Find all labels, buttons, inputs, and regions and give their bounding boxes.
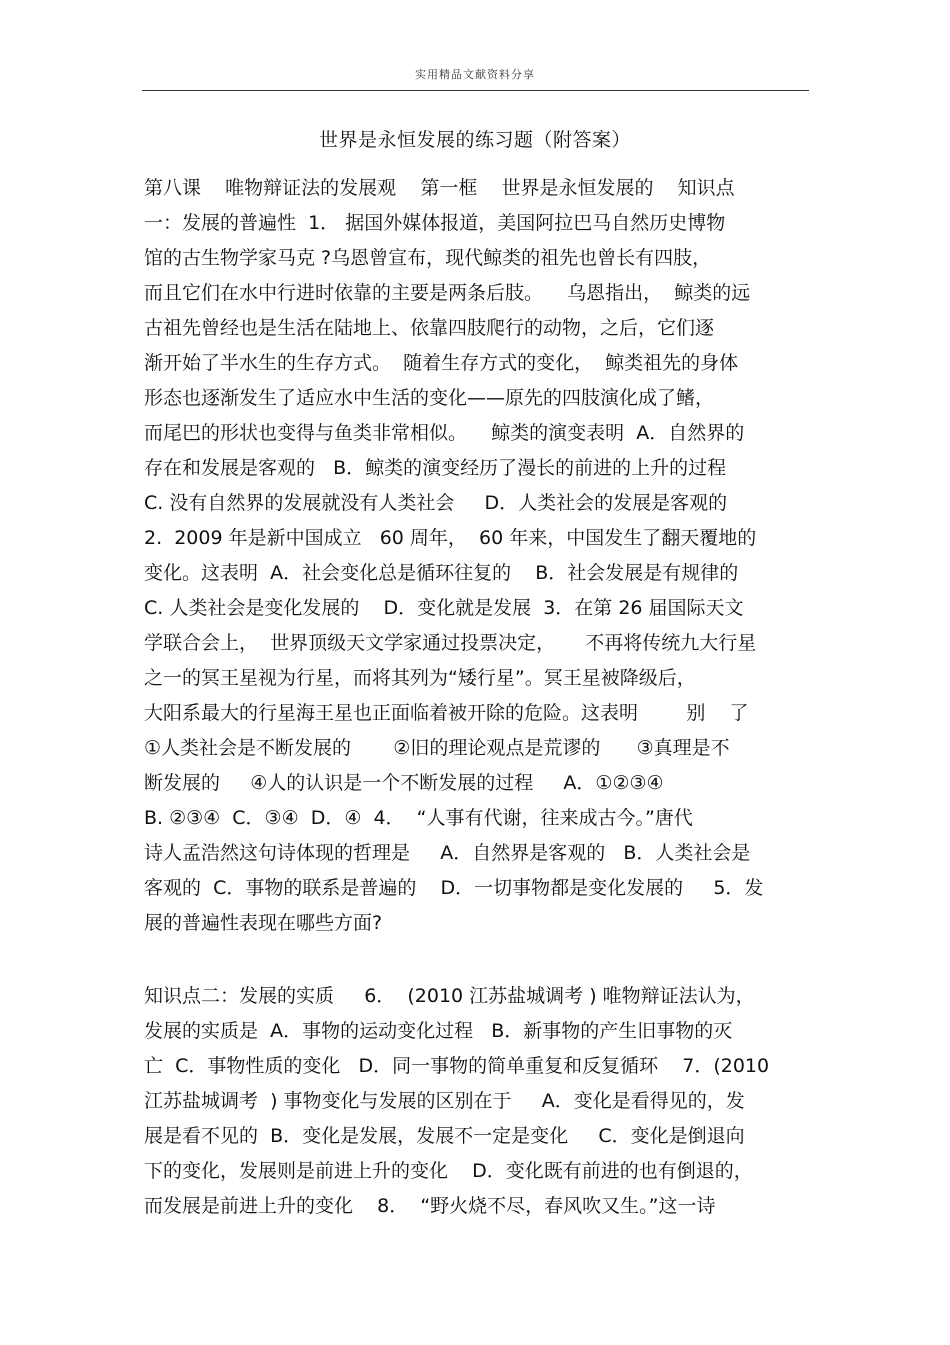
text-line: 发展的实质是 A．事物的运动变化过程 B．新事物的产生旧事物的灭 bbox=[144, 1020, 733, 1042]
text-line: 而发展是前进上升的变化 8． “野火烧不尽，春风吹又生。”这一诗 bbox=[144, 1195, 716, 1217]
text-line: 诗人孟浩然这句诗体现的哲理是 A．自然界是客观的 B．人类社会是 bbox=[144, 842, 751, 864]
text-line: B. ②③④ C．③④ D．④ 4． “人事有代谢，往来成古今。”唐代 bbox=[144, 807, 693, 829]
text-line: 下的变化，发展则是前进上升的变化 D．变化既有前进的也有倒退的， bbox=[144, 1160, 753, 1182]
text-line: 馆的古生物学家马克 ?乌恩曾宣布，现代鲸类的祖先也曾长有四肢， bbox=[144, 247, 712, 269]
header-divider bbox=[142, 90, 809, 91]
text-line: 渐开始了半水生的生存方式。 随着生存方式的变化， 鲸类祖先的身体 bbox=[144, 352, 739, 374]
text-line: 学联合会上， 世界顶级天文学家通过投票决定， 不再将传统九大行星 bbox=[144, 632, 757, 654]
text-line: 江苏盐城调考 ) 事物变化与发展的区别在于 A．变化是看得见的，发 bbox=[144, 1090, 745, 1112]
text-line: 知识点二：发展的实质 6． (2010 江苏盐城调考 ) 唯物辩证法认为， bbox=[144, 985, 755, 1007]
text-line: 之一的冥王星视为行星，而将其列为“矮行星”。冥王星被降级后， bbox=[144, 667, 696, 689]
text-line: 而尾巴的形状也变得与鱼类非常相似。 鲸类的演变表明 A．自然界的 bbox=[144, 422, 745, 444]
text-line: 第八课 唯物辩证法的发展观 第一框 世界是永恒发展的 知识点 bbox=[144, 177, 735, 199]
text-line: ①人类社会是不断发展的 ②旧的理论观点是荒谬的 ③真理是不 bbox=[144, 737, 730, 759]
text-line: C. 人类社会是变化发展的 D．变化就是发展 3．在第 26 届国际天文 bbox=[144, 597, 744, 619]
text-line: C. 没有自然界的发展就没有人类社会 D．人类社会的发展是客观的 bbox=[144, 492, 728, 514]
text-line: 展的普遍性表现在哪些方面? bbox=[144, 912, 383, 934]
text-line: 古祖先曾经也是生活在陆地上、依靠四肢爬行的动物，之后，它们逐 bbox=[144, 317, 715, 339]
text-line: 而且它们在水中行进时依靠的主要是两条后肢。 乌恩指出， 鲸类的远 bbox=[144, 282, 751, 304]
running-header: 实用精品文献资料分享 bbox=[415, 68, 535, 81]
text-line: 客观的 C．事物的联系是普遍的 D．一切事物都是变化发展的 5．发 bbox=[144, 877, 764, 899]
text-line: 变化。这表明 A．社会变化总是循环往复的 B．社会发展是有规律的 bbox=[144, 562, 739, 584]
text-line: 断发展的 ④人的认识是一个不断发展的过程 A．①②③④ bbox=[144, 772, 664, 794]
text-line: 展是看不见的 B．变化是发展，发展不一定是变化 C．变化是倒退向 bbox=[144, 1125, 745, 1147]
text-line: 一：发展的普遍性 1． 据国外媒体报道，美国阿拉巴马自然历史博物 bbox=[144, 212, 726, 234]
document-title: 世界是永恒发展的练习题（附答案） bbox=[318, 129, 631, 151]
text-line: 亡 C．事物性质的变化 D．同一事物的简单重复和反复循环 7．(2010 bbox=[144, 1055, 770, 1077]
text-line: 存在和发展是客观的 B．鲸类的演变经历了漫长的前进的上升的过程 bbox=[144, 457, 727, 479]
text-line: 2. 2009 年是新中国成立 60 周年， 60 年来，中国发生了翻天覆地的 bbox=[144, 527, 757, 549]
text-line: 形态也逐渐发生了适应水中生活的变化——原先的四肢演化成了鳍， bbox=[144, 387, 715, 409]
text-line: 大阳系最大的行星海王星也正面临着被开除的危险。这表明 别 了 bbox=[144, 702, 749, 724]
